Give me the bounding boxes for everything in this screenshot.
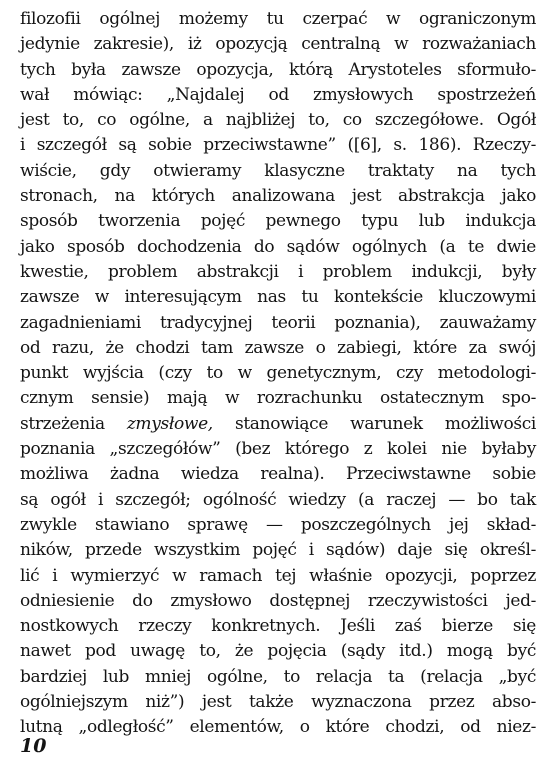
text-line: nawet pod uwagę to, że pojęcia (sądy itd.) mogą być <box>20 641 536 662</box>
text-line: ników, przede wszystkim pojęć i sądów) daje się określ- <box>20 540 536 561</box>
text-line: możliwa żadna wiedza realna). Przeciwstawne sobie <box>20 464 536 485</box>
text-line: lić i wymierzyć w ramach tej właśnie opozycji, poprzez <box>20 565 536 586</box>
text-line: sposób tworzenia pojęć pewnego typu lub indukcja <box>20 211 536 232</box>
text-line: filozofii ogólnej możemy tu czerpać w ograniczonym <box>20 9 536 29</box>
text-line: tych była zawsze opozycja, którą Arystoteles sformuło- <box>20 59 536 80</box>
text-line: i szczegół są sobie przeciwstawne” ([6], s. 186). Rzeczy- <box>20 135 536 156</box>
page-number: 10 <box>20 735 47 757</box>
text-line: są ogół i szczegół; ogólność wiedzy (a raczej — bo tak <box>20 489 536 510</box>
text-line: stronach, na których analizowana jest abstrakcja jako <box>20 186 536 207</box>
text-line: od razu, że chodzi tam zawsze o zabiegi, które za swój <box>20 337 536 358</box>
text-line: wał mówiąc: „Najdalej od zmysłowych spostrzeżeń <box>20 84 536 105</box>
text-line: lutną „odległość” elementów, o które chodzi, od niez- <box>20 717 536 738</box>
text-line: odniesienie do zmysłowo dostępnej rzeczywistości jed- <box>20 590 536 611</box>
text-line: jedynie zakresie), iż opozycją centralną w rozważaniach <box>20 34 536 55</box>
text-line: zagadnieniami tradycyjnej teorii poznania), zauważamy <box>20 312 536 333</box>
text-line: bardziej lub mniej ogólne, to relacja ta (relacja „być <box>20 666 536 687</box>
text-line: cznym sensie) mają w rozrachunku ostatecznym spo- <box>20 388 536 409</box>
text-line: poznania „szczegółów” (bez którego z kolei nie byłaby <box>20 439 536 460</box>
text-line: strzeżenia zmysłowe, stanowiące warunek możliwości <box>20 413 536 434</box>
emphasized-word: zmysłowe, <box>126 413 213 434</box>
text-line: zawsze w interesującym nas tu kontekście kluczowymi <box>20 287 536 308</box>
text-line: kwestie, problem abstrakcji i problem indukcji, były <box>20 261 536 282</box>
text-line: jest to, co ogólne, a najbliżej to, co szczegółowe. Ogół <box>20 110 536 131</box>
text-line: nostkowych rzeczy konkretnych. Jeśli zaś bierze się <box>20 616 536 637</box>
text-line: ogólniejszym niż”) jest także wyznaczona przez abso- <box>20 692 536 713</box>
body-text <box>20 7 540 741</box>
text-line: zwykle stawiano sprawę — poszczególnych jej skład- <box>20 514 536 535</box>
text-line: punkt wyjścia (czy to w genetycznym, czy metodologi- <box>20 363 536 384</box>
text-line: jako sposób dochodzenia do sądów ogólnych (a te dwie <box>20 236 536 257</box>
text-line: wiście, gdy otwieramy klasyczne traktaty na tych <box>20 160 536 181</box>
document-page <box>20 7 540 741</box>
